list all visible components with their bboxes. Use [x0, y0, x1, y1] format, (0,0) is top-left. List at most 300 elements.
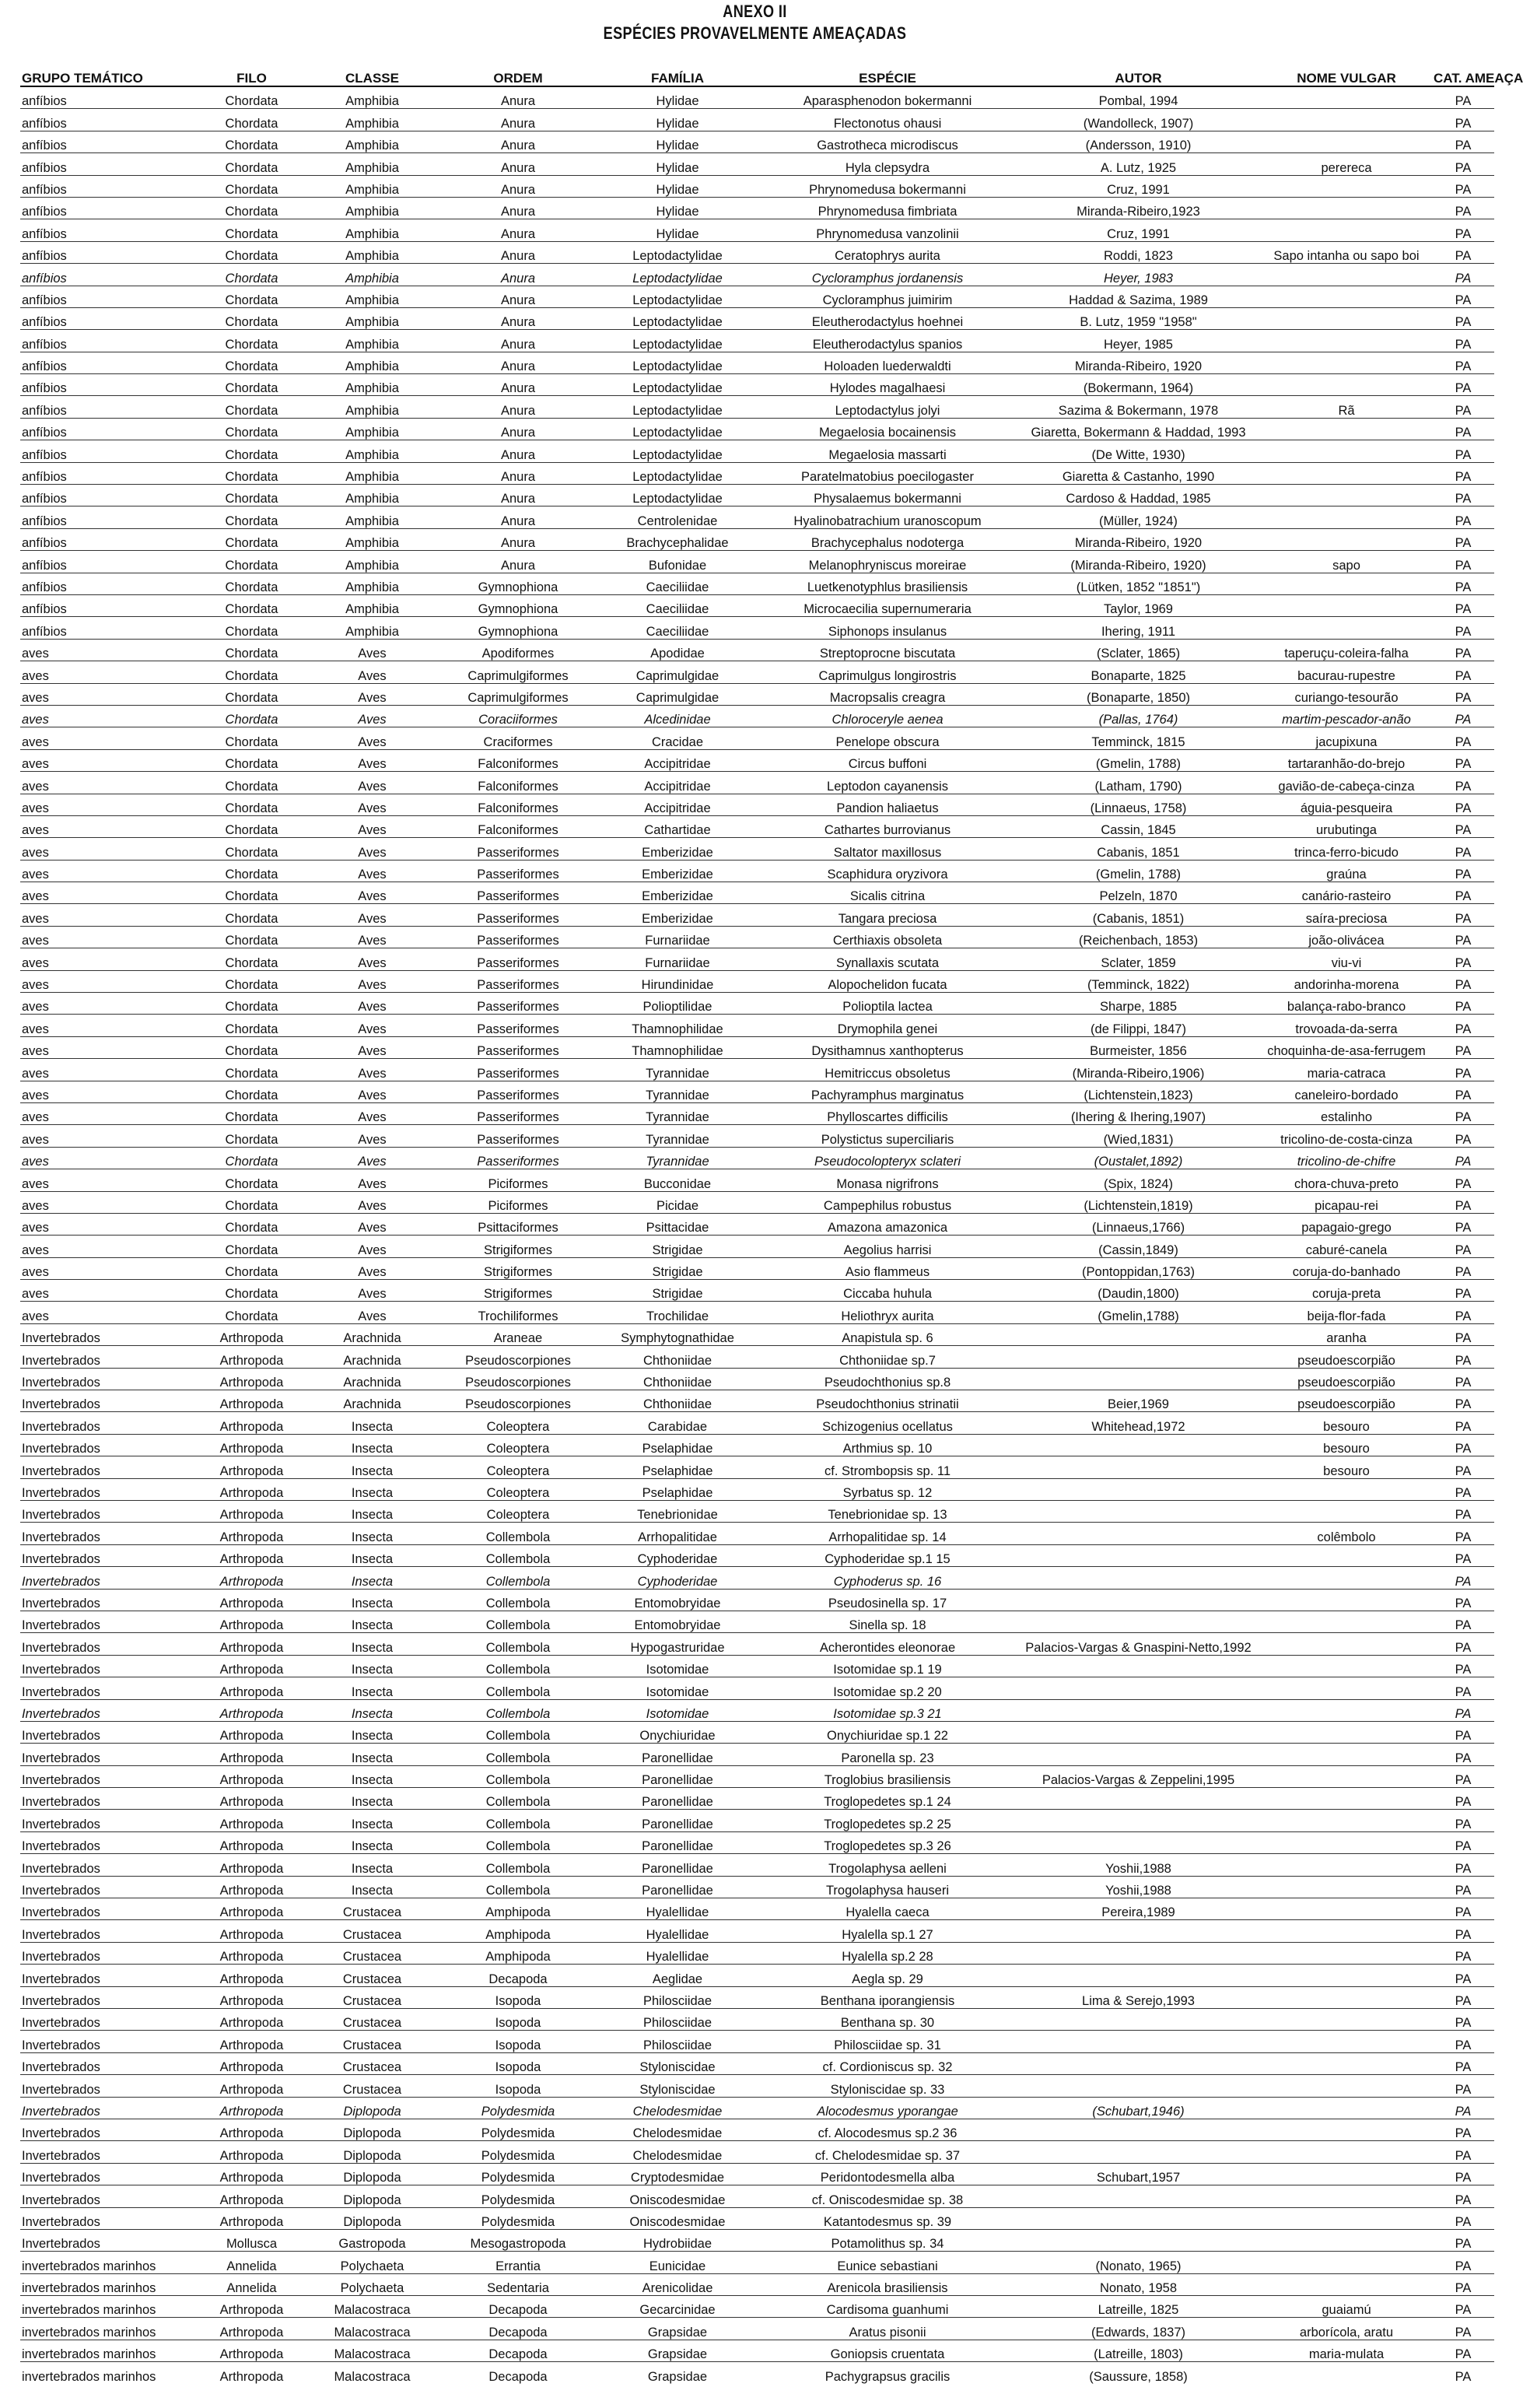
cell-classe: Aves [304, 860, 440, 882]
cell-filo: Chordata [199, 1102, 304, 1124]
cell-familia: Caeciliidae [596, 594, 759, 616]
cell-cat-ameaca: PA [1432, 418, 1494, 440]
cell-especie: Chthoniidae sp.7 [759, 1346, 1016, 1368]
cell-classe: Insecta [304, 1567, 440, 1589]
cell-filo: Chordata [199, 1147, 304, 1169]
cell-familia: Caprimulgidae [596, 683, 759, 705]
table-row [20, 1810, 1494, 1831]
cell-classe: Malacostraca [304, 2296, 440, 2318]
cell-classe: Aves [304, 948, 440, 970]
cell-autor: Cardoso & Haddad, 1985 [1016, 485, 1261, 506]
cell-grupo-tematico: anfíbios [20, 175, 199, 197]
cell-especie: Drymophila genei [759, 1015, 1016, 1036]
cell-autor: (Latreille, 1803) [1016, 2340, 1261, 2361]
cell-nome-vulgar: pseudoescorpião [1261, 1368, 1432, 1390]
table-row [20, 2185, 1494, 2207]
cell-filo: Chordata [199, 1081, 304, 1102]
cell-classe: Crustacea [304, 1898, 440, 1920]
cell-classe: Crustacea [304, 1986, 440, 2008]
cell-classe: Amphibia [304, 594, 440, 616]
cell-ordem: Passeriformes [440, 1081, 596, 1102]
cell-ordem: Decapoda [440, 2340, 596, 2361]
cell-familia: Pselaphidae [596, 1456, 759, 1478]
cell-especie: Certhiaxis obsoleta [759, 926, 1016, 948]
table-row [20, 1965, 1494, 1986]
cell-filo: Arthropoda [199, 1854, 304, 1876]
cell-grupo-tematico: aves [20, 727, 199, 749]
cell-nome-vulgar: graúna [1261, 860, 1432, 882]
table-row [20, 594, 1494, 616]
table-row [20, 1302, 1494, 1323]
cell-cat-ameaca: PA [1432, 749, 1494, 771]
table-row [20, 485, 1494, 506]
cell-filo: Arthropoda [199, 1501, 304, 1523]
cell-ordem: Polydesmida [440, 2185, 596, 2207]
cell-filo: Arthropoda [199, 1434, 304, 1456]
cell-grupo-tematico: anfíbios [20, 374, 199, 396]
cell-autor [1016, 1346, 1261, 1368]
cell-grupo-tematico: invertebrados marinhos [20, 2318, 199, 2340]
cell-classe: Amphibia [304, 330, 440, 352]
cell-especie: Phrynomedusa vanzolinii [759, 219, 1016, 241]
table-row [20, 1986, 1494, 2008]
cell-especie: Cycloramphus jordanensis [759, 264, 1016, 286]
cell-ordem: Passeriformes [440, 993, 596, 1015]
cell-classe: Insecta [304, 1501, 440, 1523]
cell-classe: Crustacea [304, 2075, 440, 2097]
cell-nome-vulgar: chora-chuva-preto [1261, 1169, 1432, 1191]
cell-filo: Arthropoda [199, 2163, 304, 2185]
cell-nome-vulgar [1261, 197, 1432, 219]
cell-especie: Paronella sp. 23 [759, 1744, 1016, 1765]
cell-nome-vulgar: jacupixuna [1261, 727, 1432, 749]
cell-especie: Sicalis citrina [759, 882, 1016, 904]
table-row [20, 1765, 1494, 1787]
table-row [20, 2340, 1494, 2361]
cell-autor: (Reichenbach, 1853) [1016, 926, 1261, 948]
cell-ordem: Decapoda [488, 2369, 548, 2384]
cell-especie: Tangara preciosa [759, 904, 1016, 926]
cell-classe: Aves [304, 1280, 440, 1302]
cell-ordem: Apodiformes [440, 639, 596, 661]
cell-ordem: Passeriformes [440, 860, 596, 882]
cell-classe: Polychaeta [304, 2252, 440, 2273]
cell-cat-ameaca: PA [1455, 2369, 1472, 2384]
cell-familia: Hylidae [596, 153, 759, 175]
cell-especie: Leptodactylus jolyi [759, 396, 1016, 418]
table-row [20, 1456, 1494, 1478]
cell-grupo-tematico: Invertebrados [20, 2075, 199, 2097]
cell-cat-ameaca: PA [1432, 1280, 1494, 1302]
cell-filo: Chordata [199, 175, 304, 197]
cell-nome-vulgar [1261, 485, 1432, 506]
cell-grupo-tematico: Invertebrados [20, 1412, 199, 1434]
table-row [20, 2362, 1494, 2384]
cell-classe: Insecta [304, 1788, 440, 1810]
cell-autor [1016, 1434, 1261, 1456]
cell-autor [1016, 1920, 1261, 1942]
cell-filo: Arthropoda [199, 1677, 304, 1699]
cell-autor: Bonaparte, 1825 [1016, 661, 1261, 683]
cell-filo: Chordata [199, 882, 304, 904]
table-body [20, 86, 1494, 2384]
table-row [20, 1501, 1494, 1523]
cell-filo: Arthropoda [219, 2369, 284, 2384]
cell-classe: Aves [304, 815, 440, 837]
header-especie: ESPÉCIE [759, 70, 1016, 86]
cell-autor: Ihering, 1911 [1016, 617, 1261, 639]
cell-especie: Pseudosinella sp. 17 [759, 1589, 1016, 1611]
cell-especie: Synallaxis scutata [759, 948, 1016, 970]
cell-grupo-tematico: anfíbios [20, 594, 199, 616]
table-row [20, 197, 1494, 219]
table-row [20, 219, 1494, 241]
cell-grupo-tematico: Invertebrados [20, 1965, 199, 1986]
cell-especie: Tenebrionidae sp. 13 [759, 1501, 1016, 1523]
cell-classe: Crustacea [304, 1965, 440, 1986]
cell-nome-vulgar: andorinha-morena [1261, 970, 1432, 992]
table-row [20, 440, 1494, 462]
cell-especie: Potamolithus sp. 34 [759, 2229, 1016, 2251]
cell-filo: Chordata [199, 838, 304, 860]
cell-classe: Aves [304, 1036, 440, 1058]
cell-ordem: Passeriformes [440, 1147, 596, 1169]
cell-filo: Chordata [199, 573, 304, 594]
cell-familia: Leptodactylidae [596, 374, 759, 396]
header-classe: CLASSE [304, 70, 440, 86]
cell-grupo-tematico: Invertebrados [20, 2207, 199, 2229]
cell-filo: Arthropoda [199, 2097, 304, 2119]
cell-filo: Arthropoda [199, 1323, 304, 1345]
cell-classe: Aves [304, 1213, 440, 1235]
cell-nome-vulgar: águia-pesqueira [1261, 794, 1432, 815]
cell-nome-vulgar: taperuçu-coleira-falha [1261, 639, 1432, 661]
header-autor: AUTOR [1016, 70, 1261, 86]
cell-especie: Cycloramphus juimirim [759, 286, 1016, 307]
cell-nome-vulgar: estalinho [1261, 1102, 1432, 1124]
cell-ordem: Mesogastropoda [440, 2229, 596, 2251]
table-row [20, 904, 1494, 926]
cell-cat-ameaca: PA [1432, 904, 1494, 926]
cell-familia: Grapsidae [596, 2340, 759, 2361]
cell-nome-vulgar [1261, 418, 1432, 440]
cell-autor: (Cassin,1849) [1016, 1236, 1261, 1257]
table-row [20, 2052, 1494, 2074]
cell-cat-ameaca: PA [1432, 1434, 1494, 1456]
cell-grupo-tematico: aves [20, 882, 199, 904]
table-row [20, 1346, 1494, 1368]
cell-ordem: Anura [440, 131, 596, 152]
cell-ordem: Anura [440, 551, 596, 573]
cell-filo: Chordata [199, 794, 304, 815]
cell-familia: Paronellidae [596, 1854, 759, 1876]
cell-familia: Pselaphidae [596, 1434, 759, 1456]
cell-autor: (Bonaparte, 1850) [1016, 683, 1261, 705]
cell-filo: Chordata [199, 705, 304, 727]
cell-nome-vulgar: guaiamú [1261, 2296, 1432, 2318]
cell-ordem: Polydesmida [440, 2141, 596, 2163]
cell-nome-vulgar [1261, 2052, 1432, 2074]
cell-autor [1016, 2052, 1261, 2074]
cell-cat-ameaca: PA [1432, 772, 1494, 794]
cell-classe: Crustacea [304, 2052, 440, 2074]
cell-nome-vulgar [1261, 1721, 1432, 1743]
cell-grupo-tematico: anfíbios [20, 330, 199, 352]
cell-familia: Cyphoderidae [596, 1544, 759, 1566]
table-row [20, 2031, 1494, 2052]
cell-familia: Oniscodesmidae [596, 2185, 759, 2207]
cell-especie: Isotomidae sp.1 19 [759, 1655, 1016, 1677]
cell-ordem: Collembola [440, 1788, 596, 1810]
table-row [20, 396, 1494, 418]
cell-ordem: Araneae [440, 1323, 596, 1345]
cell-especie: Scaphidura oryzivora [759, 860, 1016, 882]
cell-filo: Chordata [199, 418, 304, 440]
cell-cat-ameaca: PA [1432, 1257, 1494, 1279]
cell-nome-vulgar: besouro [1261, 1434, 1432, 1456]
cell-nome-vulgar [1261, 573, 1432, 594]
cell-ordem: Collembola [440, 1699, 596, 1721]
cell-ordem: Coleoptera [440, 1501, 596, 1523]
table-row [20, 1280, 1494, 1302]
cell-nome-vulgar [1261, 1986, 1432, 2008]
cell-filo: Chordata [199, 264, 304, 286]
cell-cat-ameaca: PA [1432, 2273, 1494, 2295]
cell-nome-vulgar: maria-mulata [1261, 2340, 1432, 2361]
cell-especie: Pandion haliaetus [759, 794, 1016, 815]
cell-filo: Arthropoda [199, 2185, 304, 2207]
cell-especie: Arenicola brasiliensis [759, 2273, 1016, 2295]
cell-ordem: Collembola [440, 1831, 596, 1853]
cell-familia: Strigidae [596, 1280, 759, 1302]
cell-familia: Leptodactylidae [596, 485, 759, 506]
cell-familia: Hylidae [596, 175, 759, 197]
cell-classe: Amphibia [304, 241, 440, 263]
table-row [20, 1699, 1494, 1721]
cell-cat-ameaca: PA [1432, 1544, 1494, 1566]
cell-nome-vulgar [1261, 2008, 1432, 2030]
cell-grupo-tematico: invertebrados marinhos [22, 2369, 156, 2384]
cell-nome-vulgar [1261, 307, 1432, 329]
cell-familia: Arenicolidae [596, 2273, 759, 2295]
cell-grupo-tematico: Invertebrados [20, 1390, 199, 1412]
cell-familia: Leptodactylidae [596, 286, 759, 307]
cell-familia: Arrhopalitidae [596, 1523, 759, 1544]
cell-filo: Arthropoda [199, 1699, 304, 1721]
cell-familia: Philosciidae [596, 1986, 759, 2008]
cell-filo: Chordata [199, 352, 304, 373]
cell-autor [1016, 1965, 1261, 1986]
cell-familia: Caprimulgidae [596, 661, 759, 683]
table-row [20, 2318, 1494, 2340]
cell-especie: Brachycephalus nodoterga [759, 528, 1016, 550]
cell-grupo-tematico: anfíbios [20, 418, 199, 440]
cell-grupo-tematico: anfíbios [20, 440, 199, 462]
cell-especie: Benthana iporangiensis [759, 1986, 1016, 2008]
cell-nome-vulgar [1261, 2207, 1432, 2229]
cell-ordem: Anura [440, 286, 596, 307]
cell-nome-vulgar: choquinha-de-asa-ferrugem [1261, 1036, 1432, 1058]
cell-cat-ameaca: PA [1432, 1323, 1494, 1345]
cell-grupo-tematico: Invertebrados [20, 1544, 199, 1566]
cell-ordem: Anura [440, 153, 596, 175]
cell-nome-vulgar: arborícola, aratu [1261, 2318, 1432, 2340]
cell-familia: Furnariidae [596, 926, 759, 948]
cell-filo: Chordata [199, 286, 304, 307]
cell-cat-ameaca: PA [1432, 993, 1494, 1015]
cell-grupo-tematico: Invertebrados [20, 1368, 199, 1390]
cell-ordem: Anura [440, 330, 596, 352]
table-row [20, 2252, 1494, 2273]
table-row [20, 1788, 1494, 1810]
document-title: ANEXO II [723, 2, 787, 21]
cell-especie: Holoaden luederwaldti [759, 352, 1016, 373]
cell-nome-vulgar [1261, 2141, 1432, 2163]
cell-nome-vulgar [1261, 1942, 1432, 1964]
cell-nome-vulgar [1261, 2229, 1432, 2251]
cell-familia: Leptodactylidae [596, 241, 759, 263]
cell-nome-vulgar [1261, 264, 1432, 286]
table-row [20, 749, 1494, 771]
cell-familia: Centrolenidae [596, 506, 759, 528]
cell-cat-ameaca: PA [1432, 2031, 1494, 2052]
table-row [20, 683, 1494, 705]
cell-cat-ameaca: PA [1432, 1302, 1494, 1323]
cell-cat-ameaca: PA [1432, 286, 1494, 307]
cell-familia: Tyrannidae [596, 1059, 759, 1081]
cell-especie: Paratelmatobius poecilogaster [759, 462, 1016, 484]
cell-filo: Arthropoda [199, 2141, 304, 2163]
table-row [20, 1036, 1494, 1058]
cell-familia: Chelodesmidae [596, 2097, 759, 2119]
cell-grupo-tematico: Invertebrados [20, 1456, 199, 1478]
cell-familia: Chthoniidae [596, 1390, 759, 1412]
cell-nome-vulgar [1261, 2273, 1432, 2295]
cell-familia: Grapsidae [647, 2369, 708, 2384]
cell-classe: Amphibia [304, 153, 440, 175]
cell-nome-vulgar [1261, 528, 1432, 550]
cell-grupo-tematico: aves [20, 749, 199, 771]
cell-ordem: Psittaciformes [440, 1213, 596, 1235]
cell-nome-vulgar [1261, 1854, 1432, 1876]
cell-filo: Arthropoda [199, 2207, 304, 2229]
cell-nome-vulgar [1261, 1655, 1432, 1677]
cell-familia: Leptodactylidae [596, 418, 759, 440]
header-ordem: ORDEM [440, 70, 596, 86]
cell-especie: cf. Oniscodesmidae sp. 38 [759, 2185, 1016, 2207]
cell-autor: Heyer, 1985 [1016, 330, 1261, 352]
cell-classe: Amphibia [304, 307, 440, 329]
cell-autor: Pelzeln, 1870 [1016, 882, 1261, 904]
table-row [20, 1236, 1494, 1257]
cell-familia: Onychiuridae [596, 1721, 759, 1743]
cell-grupo-tematico: aves [20, 639, 199, 661]
cell-especie: Isotomidae sp.3 21 [759, 1699, 1016, 1721]
cell-autor: (Daudin,1800) [1016, 1280, 1261, 1302]
cell-nome-vulgar [1261, 1589, 1432, 1611]
cell-nome-vulgar: coruja-preta [1261, 1280, 1432, 1302]
cell-ordem: Passeriformes [440, 1036, 596, 1058]
cell-cat-ameaca: PA [1432, 528, 1494, 550]
cell-grupo-tematico: anfíbios [20, 197, 199, 219]
cell-grupo-tematico: aves [20, 838, 199, 860]
cell-especie: Troglobius brasiliensis [759, 1765, 1016, 1787]
cell-grupo-tematico: aves [20, 794, 199, 815]
cell-nome-vulgar: sapo [1261, 551, 1432, 573]
cell-nome-vulgar [1261, 2097, 1432, 2119]
cell-filo: Chordata [199, 1059, 304, 1081]
cell-especie: Phrynomedusa bokermanni [759, 175, 1016, 197]
cell-ordem: Falconiformes [440, 749, 596, 771]
cell-filo: Arthropoda [199, 1478, 304, 1500]
table-row [20, 2163, 1494, 2185]
cell-nome-vulgar [1261, 1831, 1432, 1853]
cell-nome-vulgar: colêmbolo [1261, 1523, 1432, 1544]
cell-cat-ameaca: PA [1432, 551, 1494, 573]
cell-filo: Chordata [199, 948, 304, 970]
cell-classe: Diplopoda [304, 2097, 440, 2119]
cell-autor: (Gmelin, 1788) [1016, 749, 1261, 771]
cell-familia: Paronellidae [596, 1744, 759, 1765]
cell-especie: Cyphoderidae sp.1 15 [759, 1544, 1016, 1566]
cell-autor: (Gmelin, 1788) [1016, 860, 1261, 882]
table-row [20, 639, 1494, 661]
cell-cat-ameaca: PA [1432, 485, 1494, 506]
cell-grupo-tematico: anfíbios [20, 573, 199, 594]
cell-classe: Aves [304, 1081, 440, 1102]
cell-nome-vulgar: caburé-canela [1261, 1236, 1432, 1257]
cell-autor: Sazima & Bokermann, 1978 [1016, 396, 1261, 418]
cell-especie: Macropsalis creagra [759, 683, 1016, 705]
cell-classe: Insecta [304, 1589, 440, 1611]
cell-filo: Chordata [199, 462, 304, 484]
cell-familia: Furnariidae [596, 948, 759, 970]
cell-classe: Insecta [304, 1456, 440, 1478]
cell-ordem: Collembola [440, 1854, 596, 1876]
cell-ordem: Strigiformes [440, 1236, 596, 1257]
cell-cat-ameaca: PA [1432, 1191, 1494, 1213]
cell-nome-vulgar [1261, 2031, 1432, 2052]
cell-especie: Heliothryx aurita [759, 1302, 1016, 1323]
cell-especie: Ceratophrys aurita [759, 241, 1016, 263]
cell-nome-vulgar: maria-catraca [1261, 1059, 1432, 1081]
cell-classe: Amphibia [304, 506, 440, 528]
cell-autor: (Gmelin,1788) [1016, 1302, 1261, 1323]
cell-especie: Cardisoma guanhumi [759, 2296, 1016, 2318]
table-row [20, 860, 1494, 882]
cell-classe: Crustacea [304, 2008, 440, 2030]
cell-especie: Aratus pisonii [759, 2318, 1016, 2340]
cell-familia: Hylidae [596, 197, 759, 219]
cell-especie: Hyalella sp.2 28 [759, 1942, 1016, 1964]
cell-ordem: Collembola [440, 1544, 596, 1566]
cell-familia: Leptodactylidae [596, 307, 759, 329]
cell-familia: Gecarcinidae [596, 2296, 759, 2318]
table-row [20, 86, 1494, 109]
cell-grupo-tematico: anfíbios [20, 286, 199, 307]
cell-classe: Aves [304, 1147, 440, 1169]
cell-familia: Strigidae [596, 1257, 759, 1279]
cell-especie: Styloniscidae sp. 33 [759, 2075, 1016, 2097]
cell-classe: Insecta [304, 1831, 440, 1853]
cell-autor: Miranda-Ribeiro, 1920 [1016, 352, 1261, 373]
cell-familia: Psittacidae [596, 1213, 759, 1235]
cell-nome-vulgar: balança-rabo-branco [1261, 993, 1432, 1015]
cell-cat-ameaca: PA [1432, 661, 1494, 683]
cell-ordem: Anura [440, 264, 596, 286]
cell-ordem: Anura [440, 86, 596, 109]
cell-classe: Aves [304, 749, 440, 771]
